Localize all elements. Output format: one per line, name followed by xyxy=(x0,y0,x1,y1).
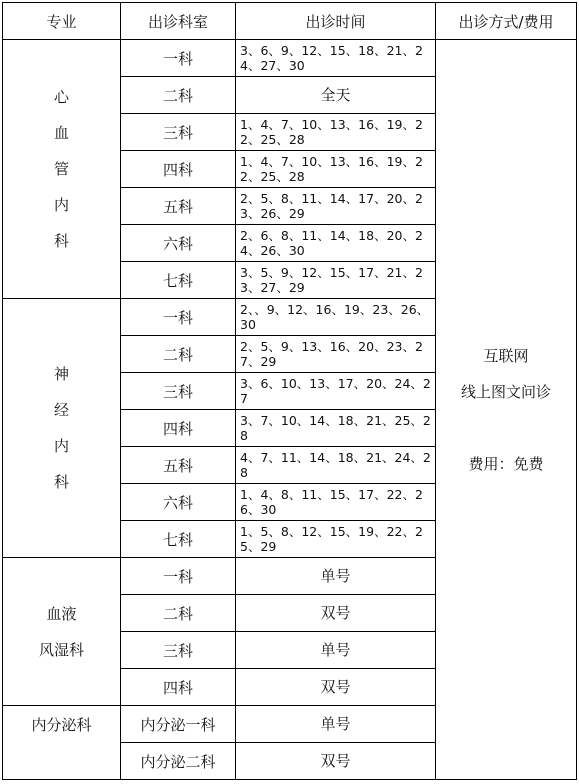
department-cell: 七科 xyxy=(121,521,236,558)
time-cell: 1、5、8、12、15、19、22、25、29 xyxy=(236,521,436,558)
department-cell: 二科 xyxy=(121,77,236,114)
department-cell: 一科 xyxy=(121,40,236,77)
time-cell: 2、5、9、13、16、20、23、27、29 xyxy=(236,336,436,373)
department-cell: 一科 xyxy=(121,558,236,595)
time-cell: 单号 xyxy=(236,706,436,743)
time-cell: 双号 xyxy=(236,669,436,706)
method-line-consult: 线上图文问诊 xyxy=(460,382,551,401)
specialty-hematology-rheumatology: 血液 风湿科 xyxy=(3,558,121,706)
time-cell: 单号 xyxy=(236,632,436,669)
department-cell: 四科 xyxy=(121,410,236,447)
header-time: 出诊时间 xyxy=(236,3,436,40)
time-cell: 2、5、8、11、14、17、20、23、26、29 xyxy=(236,188,436,225)
department-cell: 七科 xyxy=(121,262,236,299)
department-cell: 内分泌一科 xyxy=(121,706,236,743)
table-row xyxy=(3,40,577,77)
clinic-schedule-table xyxy=(2,2,577,780)
specialty-neurology: 神 经 内 科 xyxy=(3,299,121,558)
time-cell: 3、5、9、12、15、17、21、23、27、29 xyxy=(236,262,436,299)
time-cell: 1、4、8、11、15、17、22、26、30 xyxy=(236,484,436,521)
specialty-cardiology: 心 血 管 内 科 xyxy=(3,40,121,299)
time-cell: 双号 xyxy=(236,743,436,780)
department-cell: 六科 xyxy=(121,225,236,262)
department-cell: 五科 xyxy=(121,188,236,225)
department-cell: 六科 xyxy=(121,484,236,521)
department-cell: 三科 xyxy=(121,632,236,669)
time-cell: 3、6、10、13、17、20、24、27 xyxy=(236,373,436,410)
department-cell: 五科 xyxy=(121,447,236,484)
fee-text: 费用：免费 xyxy=(468,454,544,473)
header-row xyxy=(3,3,577,40)
department-cell: 内分泌二科 xyxy=(121,743,236,780)
time-cell: 全天 xyxy=(236,77,436,114)
time-cell: 单号 xyxy=(236,558,436,595)
department-cell: 三科 xyxy=(121,114,236,151)
time-cell: 2、6、8、11、14、18、20、24、26、30 xyxy=(236,225,436,262)
method-line-internet: 互联网 xyxy=(483,346,529,365)
method-fee-cell xyxy=(436,40,577,780)
department-cell: 四科 xyxy=(121,669,236,706)
time-cell: 3、7、10、14、18、21、25、28 xyxy=(236,410,436,447)
department-cell: 二科 xyxy=(121,336,236,373)
department-cell: 一科 xyxy=(121,299,236,336)
header-specialty: 专业 xyxy=(3,3,121,40)
time-cell: 1、4、7、10、13、16、19、22、25、28 xyxy=(236,151,436,188)
time-cell: 3、6、9、12、15、18、21、24、27、30 xyxy=(236,40,436,77)
department-cell: 二科 xyxy=(121,595,236,632)
department-cell: 四科 xyxy=(121,151,236,188)
time-cell: 2、、9、12、16、19、23、26、30 xyxy=(236,299,436,336)
header-department: 出诊科室 xyxy=(121,3,236,40)
time-cell: 4、7、11、14、18、21、24、28 xyxy=(236,447,436,484)
time-cell: 1、4、7、10、13、16、19、22、25、28 xyxy=(236,114,436,151)
time-cell: 双号 xyxy=(236,595,436,632)
header-method-fee: 出诊方式/费用 xyxy=(436,3,577,40)
specialty-endocrinology: 内分泌科 xyxy=(3,706,121,780)
department-cell: 三科 xyxy=(121,373,236,410)
